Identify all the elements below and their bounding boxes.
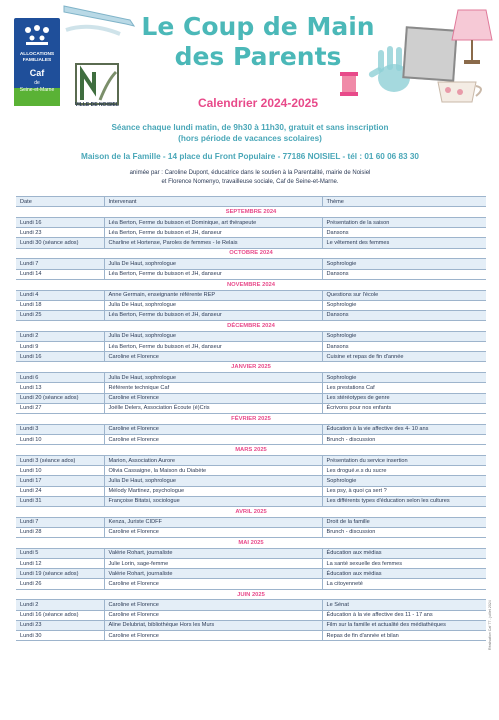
- cell-speaker: Léa Berton, Ferme du buisson et JH, danseur: [104, 228, 322, 238]
- month-label: MAI 2025: [238, 539, 264, 546]
- header-speaker: Intervenant: [104, 197, 322, 207]
- cell-speaker: Valérie Rohart, journaliste: [104, 569, 322, 579]
- cell-speaker: Olivia Cassaigne, la Maison du Diabète: [104, 466, 322, 476]
- cell-speaker: Anne Germain, enseignante référente REP: [104, 290, 322, 300]
- table-row: [16, 548, 486, 558]
- noisiel-logo-icon: [72, 60, 122, 108]
- table-row: [16, 486, 486, 496]
- month-label: AVRIL 2025: [235, 508, 267, 515]
- cell-theme: Film sur la famille et actualité des médiathèques: [326, 622, 446, 629]
- table-header-row: [16, 197, 486, 207]
- cell-theme: Présentation du service insertion: [326, 457, 408, 464]
- month-row: [16, 445, 486, 456]
- cell-theme: La santé sexuelle des femmes: [326, 560, 403, 567]
- month-row: [16, 413, 486, 424]
- session-info: Séance chaque lundi matin, de 9h30 à 11h30, gratuit et sans inscription: [111, 123, 389, 132]
- cell-speaker: Julie Lorin, sage-femme: [104, 559, 322, 569]
- cell-date: Lundi 20 (séance ados): [20, 395, 79, 402]
- table-row: [16, 300, 486, 310]
- cell-speaker: Françoise Bitatsi, sociologue: [104, 496, 322, 506]
- table-row: [16, 403, 486, 413]
- address-info: Maison de la Famille - 14 place du Front Populaire - 77186 NOISIEL - tél : 01 60 06 83 30: [81, 152, 419, 161]
- cell-date: Lundi 25: [20, 312, 42, 319]
- cell-theme: Dansons: [326, 343, 349, 350]
- cell-date: Lundi 18: [20, 302, 42, 309]
- cell-theme: Dansons: [326, 229, 349, 236]
- cell-date: Lundi 10: [20, 467, 42, 474]
- cell-date: Lundi 26: [20, 581, 42, 588]
- cell-speaker: Aline Delubriat, bibliothèque Hors les Murs: [104, 620, 322, 630]
- thread-spool-icon: [338, 70, 360, 98]
- caf-logo: [14, 18, 60, 106]
- cell-theme: Présentation de la saison: [326, 219, 390, 226]
- month-row: [16, 589, 486, 600]
- cell-date: Lundi 7: [20, 519, 39, 526]
- cell-speaker: Léa Berton, Ferme du buisson et JH, danseur: [104, 342, 322, 352]
- lamp-icon: [448, 6, 496, 66]
- cell-theme: Sophrologie: [326, 374, 357, 381]
- table-row: [16, 342, 486, 352]
- cell-date: Lundi 3 (séance ados): [20, 457, 76, 464]
- table-row: [16, 352, 486, 362]
- cell-speaker: Caroline et Florence: [104, 352, 322, 362]
- cell-theme: La citoyenneté: [326, 581, 363, 588]
- caf-line2: FAMILIALES: [22, 58, 52, 63]
- cell-speaker: Caroline et Florence: [104, 600, 322, 610]
- month-row: [16, 248, 486, 259]
- cell-speaker: Julia De Haut, sophrologue: [104, 300, 322, 310]
- month-label: JUIN 2025: [237, 591, 265, 598]
- month-row: [16, 279, 486, 290]
- month-label: MARS 2025: [235, 447, 267, 454]
- cell-date: Lundi 5: [20, 550, 39, 557]
- table-row: [16, 393, 486, 403]
- cell-date: Lundi 30: [20, 632, 42, 639]
- cell-theme: Le Sénat: [326, 602, 349, 608]
- header: [0, 0, 499, 112]
- cell-date: Lundi 2: [20, 602, 39, 608]
- cell-speaker: Caroline et Florence: [104, 434, 322, 444]
- cell-speaker: Julia De Haut, sophrologue: [104, 476, 322, 486]
- cell-theme: Dansons: [326, 312, 349, 319]
- cell-speaker: Kenza, Juriste CIDFF: [104, 517, 322, 527]
- hosted-by-line2: et Florence Nomenyo, travailleuse sociale, Caf de Seine-et-Marne.: [161, 179, 339, 185]
- table-row: [16, 559, 486, 569]
- table-row: [16, 259, 486, 269]
- table-row: [16, 620, 486, 630]
- cell-date: Lundi 10: [20, 436, 42, 443]
- cell-speaker: Léa Berton, Ferme du buisson et Dominique, art thérapeute: [104, 217, 322, 227]
- table-row: [16, 331, 486, 341]
- cell-date: Lundi 19 (séance ados): [20, 570, 79, 577]
- cell-speaker: Léa Berton, Ferme du buisson et JH, danseur: [104, 269, 322, 279]
- month-row: [16, 538, 486, 549]
- table-row: [16, 579, 486, 589]
- cell-date: Lundi 23: [20, 229, 42, 236]
- cell-theme: Les stéréotypes de genre: [326, 395, 390, 402]
- cell-date: Lundi 7: [20, 260, 39, 267]
- cell-theme: Le vêtement des femmes: [326, 239, 390, 246]
- cell-theme: Les différents types d'éducation selon les cultures: [326, 498, 450, 505]
- cell-date: Lundi 12: [20, 560, 42, 567]
- cell-date: Lundi 13: [20, 385, 42, 392]
- cell-speaker: Valérie Rohart, journaliste: [104, 548, 322, 558]
- title-line1: Le Coup de Main: [141, 12, 375, 41]
- cell-date: Lundi 14: [20, 271, 42, 278]
- cell-speaker: Référente technique Caf: [104, 383, 322, 393]
- table-row: [16, 466, 486, 476]
- cell-speaker: Julia De Haut, sophrologue: [104, 373, 322, 383]
- cell-theme: Repas de fin d'année et bilan: [326, 632, 399, 639]
- cell-speaker: Mélody Martinez, psychologue: [104, 486, 322, 496]
- cell-speaker: Léa Berton, Ferme du buisson et JH, danseur: [104, 310, 322, 320]
- month-row: [16, 321, 486, 332]
- family-people-icon: [22, 24, 52, 48]
- cell-speaker: Caroline et Florence: [104, 610, 322, 620]
- noisiel-caption: VILLE DE NOISIEL: [75, 102, 119, 108]
- cell-date: Lundi 16 (séance ados): [20, 612, 79, 619]
- caf-line1: ALLOCATIONS: [19, 52, 55, 57]
- cell-speaker: Julia De Haut, sophrologue: [104, 331, 322, 341]
- month-label: SEPTEMBRE 2024: [225, 209, 277, 216]
- cell-date: Lundi 16: [20, 353, 42, 360]
- cell-theme: Cuisine et repas de fin d'année: [326, 353, 404, 360]
- title-line2: des Parents: [174, 42, 342, 71]
- cell-date: Lundi 4: [20, 292, 39, 299]
- table-row: [16, 310, 486, 320]
- side-credit: Réalisation Caf 77 - juillet 2024: [488, 600, 492, 650]
- cell-theme: Questions sur l'école: [326, 292, 379, 299]
- caf-sub2: Seine-et-Marne: [19, 87, 55, 93]
- cell-date: Lundi 24: [20, 488, 42, 495]
- table-row: [16, 217, 486, 227]
- cell-theme: Sophrologie: [326, 333, 357, 340]
- table-row: [16, 228, 486, 238]
- month-label: NOVEMBRE 2024: [226, 281, 275, 288]
- cell-date: Lundi 6: [20, 374, 39, 381]
- cell-date: Lundi 16: [20, 219, 42, 226]
- table-row: [16, 476, 486, 486]
- cell-speaker: Caroline et Florence: [104, 630, 322, 640]
- month-label: JANVIER 2025: [231, 364, 271, 371]
- table-row: [16, 455, 486, 465]
- cell-theme: Les drogué.e.s du sucre: [326, 467, 387, 474]
- cell-date: Lundi 30 (séance ados): [20, 239, 79, 246]
- cell-theme: Éducation à la vie affective des 11 - 17 ans: [326, 612, 433, 619]
- cell-theme: Sophrologie: [326, 260, 357, 267]
- cell-theme: Les psy, à quoi ça sert ?: [326, 488, 387, 495]
- cell-speaker: Marion, Association Aurore: [104, 455, 322, 465]
- month-label: DÉCEMBRE 2024: [227, 322, 275, 329]
- cell-date: Lundi 23: [20, 622, 42, 629]
- cell-theme: Les prestations Caf: [326, 385, 375, 392]
- cell-date: Lundi 9: [20, 343, 39, 350]
- header-date: Date: [16, 197, 104, 207]
- header-theme: Thème: [322, 197, 486, 207]
- table-row: [16, 600, 486, 610]
- cell-speaker: Joëlle Delers, Association Écoute (é)Cris: [104, 403, 322, 413]
- table-row: [16, 496, 486, 506]
- cell-theme: Brunch - discussion: [326, 529, 376, 536]
- caf-sub1: de: [34, 80, 40, 86]
- cell-date: Lundi 17: [20, 477, 42, 484]
- cell-date: Lundi 3: [20, 426, 39, 433]
- cell-theme: Éducation à la vie affective des 4- 10 ans: [326, 426, 429, 433]
- cell-theme: Éducation aux médias: [326, 550, 382, 557]
- month-label: OCTOBRE 2024: [229, 250, 273, 257]
- table-row: [16, 434, 486, 444]
- cell-theme: Sophrologie: [326, 302, 357, 309]
- cell-theme: Sophrologie: [326, 477, 357, 484]
- table-row: [16, 527, 486, 537]
- month-row: [16, 207, 486, 218]
- table-row: [16, 290, 486, 300]
- cell-speaker: Caroline et Florence: [104, 579, 322, 589]
- caf-name: Caf: [29, 68, 45, 78]
- page-title: [138, 12, 378, 72]
- cell-theme: Droit de la famille: [326, 519, 370, 526]
- cell-theme: Brunch - discussion: [326, 436, 376, 443]
- calendar-table: [16, 196, 486, 641]
- table-row: [16, 269, 486, 279]
- cell-speaker: Charline et Hortense, Paroles de femmes - le Relais: [104, 238, 322, 248]
- table-row: [16, 373, 486, 383]
- table-row: [16, 630, 486, 640]
- pencil-decoration-icon: [60, 0, 140, 40]
- cell-theme: Écrivons pour nos enfants: [326, 405, 392, 412]
- holiday-info: (hors période de vacances scolaires): [178, 134, 322, 143]
- table-row: [16, 569, 486, 579]
- cell-theme: Dansons: [326, 271, 349, 278]
- month-row: [16, 362, 486, 373]
- cell-date: Lundi 27: [20, 405, 42, 412]
- cell-date: Lundi 28: [20, 529, 42, 536]
- cell-speaker: Caroline et Florence: [104, 393, 322, 403]
- cell-date: Lundi 31: [20, 498, 42, 505]
- table-row: [16, 424, 486, 434]
- table-row: [16, 610, 486, 620]
- table-row: [16, 383, 486, 393]
- table-row: [16, 238, 486, 248]
- cell-theme: Éducation aux médias: [326, 570, 382, 577]
- table-row: [16, 517, 486, 527]
- calendar-title: Calendrier 2024-2025: [197, 96, 319, 110]
- hosted-by-line1: animée par : Caroline Dupont, éducatrice dans le soutien à la Parentalité, mairie de Noisiel: [129, 170, 371, 176]
- cell-speaker: Caroline et Florence: [104, 527, 322, 537]
- month-label: FÉVRIER 2025: [231, 415, 271, 422]
- cell-speaker: Caroline et Florence: [104, 424, 322, 434]
- cell-date: Lundi 2: [20, 333, 39, 340]
- teacup-icon: [432, 76, 492, 106]
- cell-speaker: Julia De Haut, sophrologue: [104, 259, 322, 269]
- month-row: [16, 506, 486, 517]
